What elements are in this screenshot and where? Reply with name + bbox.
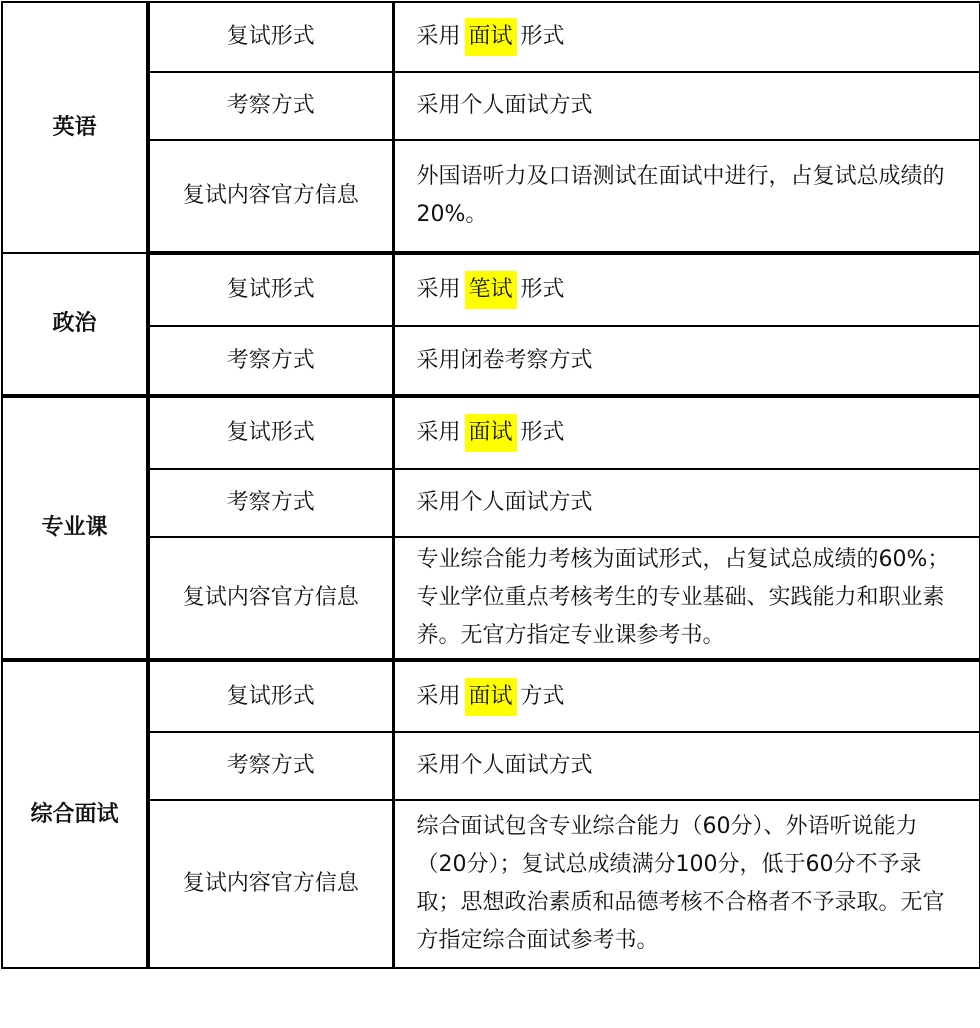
subject-cell-major: 专业课 <box>2 396 148 660</box>
aspect-cell: 复试内容官方信息 <box>148 140 393 253</box>
exam-requirements-table <box>1 1 980 969</box>
aspect-cell: 复试内容官方信息 <box>148 800 393 968</box>
aspect-cell: 复试形式 <box>148 660 393 732</box>
table-row <box>2 253 980 326</box>
aspect-cell: 考察方式 <box>148 326 393 396</box>
aspect-cell: 考察方式 <box>148 732 393 800</box>
highlighted-term: 面试 <box>465 414 517 452</box>
detail-cell: 采用闭卷考察方式 <box>393 326 980 396</box>
highlighted-term: 面试 <box>465 18 517 56</box>
subject-cell-interview: 综合面试 <box>2 660 148 968</box>
detail-cell <box>393 660 980 732</box>
detail-text: 采用 <box>416 24 461 49</box>
detail-text: 采用 <box>416 683 461 709</box>
aspect-cell: 复试形式 <box>148 2 393 72</box>
aspect-cell: 复试形式 <box>148 253 393 326</box>
detail-cell: 采用个人面试方式 <box>393 732 980 800</box>
table-row <box>2 660 980 732</box>
detail-text: 方式 <box>520 683 565 709</box>
aspect-cell: 考察方式 <box>148 469 393 537</box>
detail-cell: 采用个人面试方式 <box>393 72 980 140</box>
subject-cell-politics: 政治 <box>2 253 148 396</box>
detail-text: 形式 <box>520 420 565 445</box>
detail-cell: 专业综合能力考核为面试形式，占复试总成绩的60%；专业学位重点考核考生的专业基础、实践能力和职业素养。无官方指定专业课参考书。 <box>393 537 980 660</box>
detail-cell: 综合面试包含专业综合能力（60分）、外语听说能力（20分）；复试总成绩满分100分，低于60分不予录取；思想政治素质和品德考核不合格者不予录取。无官方指定综合面试参考书。 <box>393 800 980 968</box>
detail-text: 采用 <box>416 420 461 445</box>
detail-cell: 外国语听力及口语测试在面试中进行，占复试总成绩的20%。 <box>393 140 980 253</box>
detail-cell: 采用个人面试方式 <box>393 469 980 537</box>
aspect-cell: 复试形式 <box>148 396 393 469</box>
detail-text: 形式 <box>520 277 565 302</box>
detail-cell <box>393 396 980 469</box>
table-row <box>2 326 980 396</box>
table-row <box>2 140 980 253</box>
detail-text: 采用 <box>416 277 461 302</box>
detail-cell <box>393 2 980 72</box>
detail-cell <box>393 253 980 326</box>
table-row <box>2 732 980 800</box>
table-row <box>2 469 980 537</box>
table-row <box>2 537 980 660</box>
table-row <box>2 2 980 72</box>
subject-cell-english: 英语 <box>2 2 148 253</box>
table-row <box>2 72 980 140</box>
table-row <box>2 396 980 469</box>
aspect-cell: 考察方式 <box>148 72 393 140</box>
highlighted-term: 笔试 <box>465 271 517 309</box>
highlighted-term: 面试 <box>465 678 517 716</box>
detail-text: 形式 <box>520 24 565 49</box>
table-row <box>2 800 980 968</box>
aspect-cell: 复试内容官方信息 <box>148 537 393 660</box>
